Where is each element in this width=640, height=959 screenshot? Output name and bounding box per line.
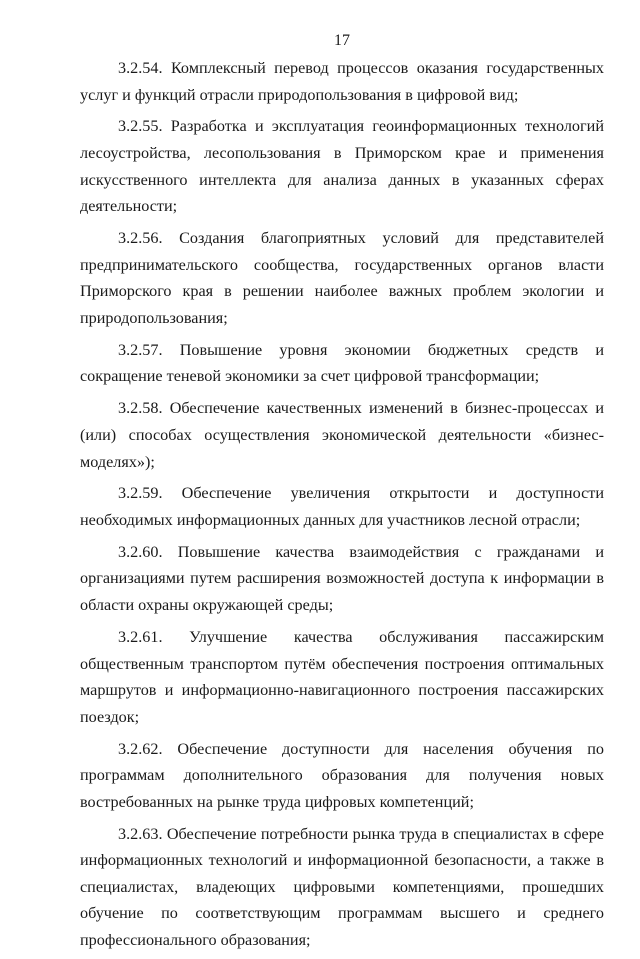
paragraph-3-2-61: 3.2.61. Улучшение качества обслуживания пассажирским общественным транспортом путём обеспечения построения оптимальных маршрутов и информационно-навигационного построения пассажирских поездок; [80,627,604,726]
paragraph-3-2-55: 3.2.55. Разработка и эксплуатация геоинформационных технологий лесоустройства, лесопользования в Приморском крае и применения искусственного интеллекта для анализа данных в указанных сферах деятельности; [80,117,604,216]
paragraph-3-2-54: 3.2.54. Комплексный перевод процессов оказания государственных услуг и функций отрасли природопользования в цифровой вид; [80,59,604,104]
paragraph-3-2-56: 3.2.56. Создания благоприятных условий для представителей предпринимательского сообщества, государственных органов власти Приморского края в решении наиболее важных проблем экологии и природопользования; [80,229,604,327]
page-number: 17 [334,32,350,49]
paragraph-3-2-59: 3.2.59. Обеспечение увеличения открытости и доступности необходимых информационных данных для участников лесной отрасли; [80,484,604,529]
paragraph-3-2-63: 3.2.63. Обеспечение потребности рынка труда в специалистах в сфере информационных технологий и информационной безопасности, а также в специалистах, владеющих цифровыми компетенциями, прошедших обучение по соответствующим программам высшего и среднего профессионального образования; [80,824,604,950]
paragraph-3-2-58: 3.2.58. Обеспечение качественных изменений в бизнес-процессах и (или) способах осуществления экономической деятельности «бизнес-моделях»); [80,399,604,471]
document-body [80,55,604,959]
paragraph-3-2-57: 3.2.57. Повышение уровня экономии бюджетных средств и сокращение теневой экономики за счет цифровой трансформации; [80,340,604,386]
paragraph-3-2-60: 3.2.60. Повышение качества взаимодействия с гражданами и организациями путем расширения возможностей доступа к информации в области охраны окружающей среды; [80,542,604,615]
paragraph-3-2-62: 3.2.62. Обеспечение доступности для населения обучения по программам дополнительного образования для получения новых востребованных на рынке труда цифровых компетенций; [80,739,604,811]
